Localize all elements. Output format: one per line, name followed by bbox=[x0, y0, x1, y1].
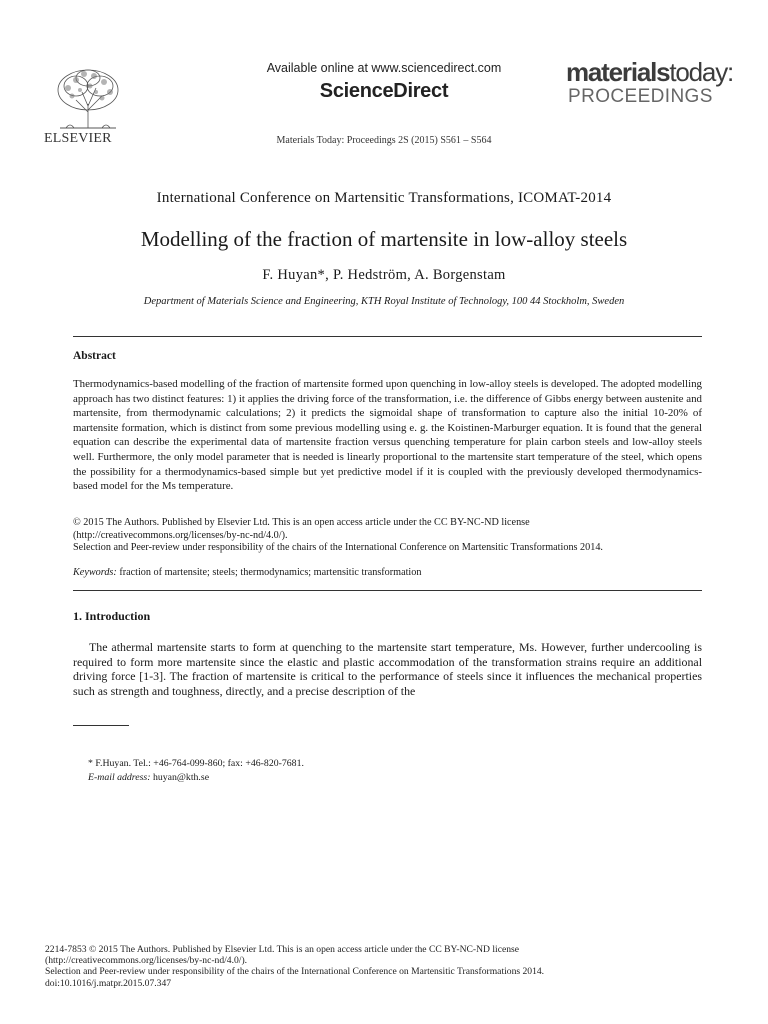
journal-citation: Materials Today: Proceedings 2S (2015) S561 – S564 bbox=[276, 135, 492, 146]
proceedings-wordmark: PROCEEDINGS bbox=[568, 86, 713, 107]
corresponding-author-note: * F.Huyan. Tel.: +46-764-099-860; fax: +46-820-7681. bbox=[88, 758, 304, 769]
keywords-label: Keywords: bbox=[73, 567, 117, 578]
divider-bottom bbox=[73, 590, 702, 591]
email-line bbox=[88, 772, 209, 783]
elsevier-wordmark: ELSEVIER bbox=[44, 131, 112, 146]
available-online-text: Available online at www.sciencedirect.com bbox=[266, 61, 502, 75]
materials-today-logo-light: today bbox=[669, 57, 727, 87]
bottom-peer-review-line: Selection and Peer-review under responsibility of the chairs of the International Conference on Martensitic Transformations 2014. bbox=[45, 966, 545, 978]
paper-title: Modelling of the fraction of martensite in low-alloy steels bbox=[140, 227, 628, 251]
sciencedirect-brand: ScienceDirect bbox=[319, 80, 449, 102]
introduction-text: The athermal martensite starts to form at quenching to the martensite start temperature, Ms. However, further undercooling is required to form more martensite since the elastic and plastic accommodation of the transformation strains require an additional driving force [1-3]. The fraction of martensite is critical to the performance of steels since it influences the mechanical properties such as strength and toughness, directly, and a precise description of the bbox=[73, 640, 702, 699]
email-address[interactable]: huyan@kth.se bbox=[152, 772, 210, 783]
bottom-copyright-block bbox=[45, 944, 725, 989]
footnote-rule bbox=[73, 725, 129, 726]
materials-today-logo-bold: materials bbox=[566, 57, 670, 87]
license-notice bbox=[73, 517, 702, 555]
section-heading-introduction: 1. Introduction bbox=[73, 609, 151, 623]
issn-copyright-line: 2214-7853 © 2015 The Authors. Published by Elsevier Ltd. This is an open access article under the CC BY-NC-ND license bbox=[45, 944, 520, 955]
keywords-list: fraction of martensite; steels; thermodynamics; martensitic transformation bbox=[119, 567, 422, 578]
abstract-heading: Abstract bbox=[73, 350, 116, 362]
materials-today-logo bbox=[566, 57, 734, 87]
abstract-text: Thermodynamics-based modelling of the fraction of martensite formed upon quenching in low-alloy steels is developed. The adopted modelling approach has two distinct features: 1) it applies the driving force of the transformation, i.e. the difference of Gibbs energy between austenite and martensite, from thermodynamic calculations; 2) it predicts the sigmoidal shape of transformation to capture also the initial 10-20% of martensite formation, which is distinct from some previous modelling using e. g. the Koistinen-Marburger equation. It is found that the general equation can describe the experimental data of martensite fraction versus quenching temperature for plain carbon steels and low-alloy steels well. Furthermore, the only model parameter that is needed is linearly proportional to the martensite start temperature of the steel, which opens the possibility for a thermodynamics-based simple but yet predictive model if it is coupled with the previously developed thermodynamics-based model for the Ms temperature. bbox=[73, 378, 702, 493]
email-label: E-mail address: bbox=[88, 772, 151, 783]
peer-review-line: Selection and Peer-review under responsibility of the chairs of the International Conference on Martensitic Transformations 2014. bbox=[73, 542, 603, 554]
license-line: © 2015 The Authors. Published by Elsevier Ltd. This is an open access article under the CC BY-NC-ND license bbox=[73, 517, 530, 528]
materials-today-logo-colon: : bbox=[727, 57, 734, 87]
divider-top bbox=[73, 336, 702, 337]
keywords-line bbox=[73, 567, 702, 578]
conference-name: International Conference on Martensitic Transformations, ICOMAT-2014 bbox=[156, 190, 612, 206]
license-link[interactable]: (http://creativecommons.org/licenses/by-nc-nd/4.0/). bbox=[73, 529, 288, 541]
doi-line[interactable]: doi:10.1016/j.matpr.2015.07.347 bbox=[45, 977, 172, 989]
bottom-license-link[interactable]: (http://creativecommons.org/licenses/by-nc-nd/4.0/). bbox=[45, 955, 248, 967]
author-list: F. Huyan*, P. Hedström, A. Borgenstam bbox=[262, 267, 506, 283]
author-affiliation: Department of Materials Science and Engineering, KTH Royal Institute of Technology, 100 44 Stockholm, Sweden bbox=[143, 296, 625, 307]
